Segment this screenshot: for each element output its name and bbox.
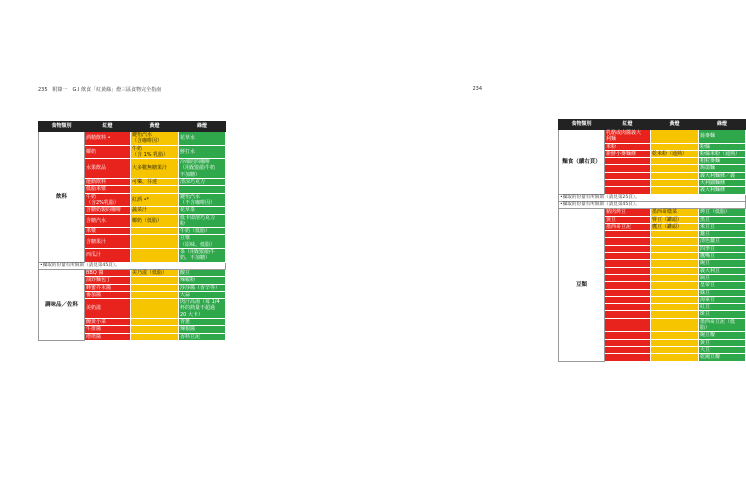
yellow-light-cell	[131, 235, 179, 249]
green-light-cell: 冷凍的四咖啡 （用配脂脂牛奶 不加糖）	[179, 159, 226, 179]
red-light-cell: 墨西哥豆泥	[605, 223, 651, 230]
yellow-light-cell	[651, 282, 699, 289]
yellow-light-cell	[651, 267, 699, 274]
table-row	[39, 269, 226, 276]
column-header-green: 綠燈	[179, 122, 226, 132]
green-light-cell: 清涼巧克力	[179, 179, 226, 186]
yellow-light-cell	[651, 158, 699, 165]
table-row	[39, 132, 226, 146]
yellow-light-cell	[651, 260, 699, 267]
portion-note: •攝取的份量有所限制（請見第25頁）。	[559, 194, 746, 201]
red-light-cell: 油炸麵包丁	[85, 277, 131, 284]
yellow-light-cell	[131, 326, 179, 333]
green-light-cell: 牛奶（低脂）	[179, 228, 226, 235]
yellow-light-cell	[651, 354, 699, 361]
red-light-cell	[605, 339, 651, 346]
red-light-cell: 椰奶	[85, 145, 131, 159]
green-light-cell: 海軍豆	[699, 296, 746, 303]
red-light-cell: 牛排醬	[85, 326, 131, 333]
note-row	[559, 194, 746, 201]
yellow-light-cell: 鷹豆（罐頭）	[651, 223, 699, 230]
red-light-cell: 新鮮小麥麵條	[605, 150, 651, 157]
green-light-cell: 粗粒麥麵	[699, 158, 746, 165]
green-light-cell: 皇帝豆	[699, 282, 746, 289]
left-page	[0, 0, 260, 500]
red-light-cell: 牛奶 （含2%乳脂）	[85, 193, 131, 207]
yellow-light-cell	[651, 253, 699, 260]
red-light-cell	[605, 165, 651, 172]
yellow-light-cell	[651, 346, 699, 353]
red-light-cell: 含糖果汁	[85, 235, 131, 249]
red-light-cell: 美奶滋	[85, 299, 131, 319]
red-light-cell	[605, 187, 651, 194]
table-row	[559, 209, 746, 216]
green-light-cell: 肉汁高湯（每 1/4 杯的熱量不超過 20 大卡）	[179, 299, 226, 319]
red-light-cell: 含糖汽水	[85, 214, 131, 228]
red-light-cell: 番茄醬	[85, 291, 131, 298]
yellow-light-cell: 墨西哥燉菜	[651, 209, 699, 216]
red-light-cell	[605, 253, 651, 260]
red-light-cell: 醃黃小菜	[85, 319, 131, 326]
green-light-cell: 米豆豆	[699, 223, 746, 230]
yellow-light-cell	[131, 299, 179, 319]
right-page-header: 234	[472, 86, 482, 92]
green-light-cell: 四季豆	[699, 245, 746, 252]
green-light-cell: 花草水	[179, 132, 226, 146]
green-light-cell: 蕎麥麵	[699, 130, 746, 144]
red-light-cell: 運動飲料	[85, 179, 131, 186]
yellow-light-cell	[651, 296, 699, 303]
red-light-cell: 米粉	[605, 143, 651, 150]
green-light-cell: 綠豆	[699, 289, 746, 296]
green-light-cell: 清色蠶豆	[699, 238, 746, 245]
red-light-cell	[605, 311, 651, 318]
green-light-cell: 豆漿 （原味、低脂）	[179, 235, 226, 249]
category-label: 調味品／佐料	[39, 269, 85, 340]
red-light-cell: 含糖奶製的咖啡	[85, 207, 131, 214]
red-light-cell	[605, 304, 651, 311]
yellow-light-cell	[651, 143, 699, 150]
column-header-category: 食物類別	[559, 120, 605, 130]
yellow-light-cell: 可樂、芬達	[131, 179, 179, 186]
green-light-cell: 酸豆	[179, 269, 226, 276]
green-light-cell: 鍵怡汽水 （不含咖啡因）	[179, 193, 226, 207]
note-row	[39, 262, 226, 269]
yellow-light-cell: 美乃滋（低脂）	[131, 269, 179, 276]
red-light-cell	[605, 346, 651, 353]
yellow-light-cell	[131, 249, 179, 263]
red-light-cell: 蜂蜜芥末醬	[85, 284, 131, 291]
red-light-cell: 水果飲品	[85, 159, 131, 179]
category-label: 麵食（續右頁）	[559, 130, 605, 195]
red-light-cell: 米漿	[85, 228, 131, 235]
green-light-cell: 義大利麵條	[699, 187, 746, 194]
yellow-light-cell	[131, 277, 179, 284]
right-food-table	[558, 119, 746, 362]
green-light-cell: 豌豆	[699, 260, 746, 267]
red-light-cell	[605, 172, 651, 179]
table-row	[559, 130, 746, 144]
red-light-cell	[605, 296, 651, 303]
green-light-cell: 大利細麵條	[699, 180, 746, 187]
green-light-cell: 義大利豆	[699, 267, 746, 274]
yellow-light-cell	[131, 333, 179, 340]
column-header-red: 紅燈	[605, 120, 651, 130]
green-light-cell: 鮮打水	[179, 145, 226, 159]
green-light-cell: 粉絲米粉（通熟）	[699, 150, 746, 157]
green-light-cell: 青蔥	[179, 319, 226, 326]
yellow-light-cell	[131, 228, 179, 235]
red-light-cell	[605, 354, 651, 361]
red-light-cell	[605, 267, 651, 274]
yellow-light-cell	[651, 172, 699, 179]
yellow-light-cell	[651, 332, 699, 339]
green-light-cell: 花草茶	[179, 207, 226, 214]
green-light-cell: 辣椒粉	[179, 277, 226, 284]
left-food-table	[38, 121, 226, 341]
column-header-yellow: 黃燈	[651, 120, 699, 130]
column-header-green: 綠燈	[699, 120, 746, 130]
yellow-light-cell: 腎豆（罐頭）	[651, 216, 699, 223]
yellow-light-cell: 紅酒 •*	[131, 193, 179, 207]
green-light-cell: 乾豌豆瓣	[699, 354, 746, 361]
red-light-cell	[605, 231, 651, 238]
right-page	[260, 0, 741, 500]
yellow-light-cell	[651, 180, 699, 187]
red-light-cell: 豬肉烤豆	[605, 209, 651, 216]
red-light-cell: 低脂米漿	[85, 186, 131, 193]
yellow-light-cell	[651, 238, 699, 245]
yellow-light-cell	[651, 187, 699, 194]
green-light-cell: 扁豆	[699, 274, 746, 281]
yellow-light-cell: 椰奶（低脂）	[131, 214, 179, 228]
green-light-cell: 茶（用配脂脂牛 奶、不加糖）	[179, 249, 226, 263]
red-light-cell	[605, 318, 651, 332]
red-light-cell	[605, 289, 651, 296]
red-light-cell	[605, 238, 651, 245]
red-light-cell: 黃豆	[605, 216, 651, 223]
yellow-light-cell	[651, 289, 699, 296]
yellow-light-cell	[131, 319, 179, 326]
yellow-light-cell	[651, 231, 699, 238]
yellow-light-cell	[131, 284, 179, 291]
yellow-light-cell	[131, 186, 179, 193]
green-light-cell: 低卡即溶巧克力 粉	[179, 214, 226, 228]
red-light-cell: 塔塔醬	[85, 333, 131, 340]
yellow-light-cell	[651, 318, 699, 332]
category-label: 豆類	[559, 209, 605, 361]
green-light-cell: 大豆	[699, 346, 746, 353]
column-header-yellow: 黃燈	[131, 122, 179, 132]
column-header-red: 紅燈	[85, 122, 131, 132]
red-light-cell: 西瓜汁	[85, 249, 131, 263]
category-label: 飲料	[39, 132, 85, 263]
portion-note: •攝取的份量有所限制（請見第45頁）。	[39, 262, 226, 269]
red-light-cell	[605, 274, 651, 281]
green-light-cell: 粉絲	[699, 143, 746, 150]
green-light-cell: 香料豆泥	[179, 333, 226, 340]
green-light-cell: 蒟蒻麵	[699, 165, 746, 172]
green-light-cell: 墨西哥豆泥（低 脂）	[699, 318, 746, 332]
green-light-cell: 烤豆（低脂）	[699, 209, 746, 216]
green-light-cell: 黃豆	[699, 339, 746, 346]
yellow-light-cell	[131, 291, 179, 298]
note-row	[559, 201, 746, 208]
portion-note: •攝取的份量有所限制（請見第45頁）。	[559, 201, 746, 208]
green-light-cell: 鷹嘴豆	[699, 253, 746, 260]
yellow-light-cell: 大多數無糖果汁	[131, 159, 179, 179]
green-light-cell: 義大利麵條／義	[699, 172, 746, 179]
green-light-cell	[179, 186, 226, 193]
yellow-light-cell	[651, 311, 699, 318]
yellow-light-cell: 鍵怡汽水 （含咖啡因）	[131, 132, 179, 146]
green-light-cell: 蠶豆	[699, 231, 746, 238]
red-light-cell	[605, 260, 651, 267]
green-light-cell: 莎莎醬（香辛等）	[179, 284, 226, 291]
red-light-cell	[605, 332, 651, 339]
yellow-light-cell	[651, 165, 699, 172]
red-light-cell	[605, 180, 651, 187]
column-header-category: 食物類別	[39, 122, 85, 132]
yellow-light-cell	[651, 130, 699, 144]
yellow-light-cell	[651, 245, 699, 252]
yellow-light-cell: 乾米粉（通熟）	[651, 150, 699, 157]
yellow-light-cell: 牛奶 （含 1% 乳脂）	[131, 145, 179, 159]
yellow-light-cell	[651, 274, 699, 281]
red-light-cell: 酒精飲料 •	[85, 132, 131, 146]
green-light-cell: 斑豆	[699, 311, 746, 318]
red-light-cell	[605, 158, 651, 165]
left-page-header: 235 附錄一 G.I 飲食「紅黃綠」燈三區食物完全指南	[38, 87, 162, 93]
red-light-cell	[605, 282, 651, 289]
table-header-row	[39, 122, 226, 132]
red-light-cell	[605, 245, 651, 252]
green-light-cell: 大蒜	[179, 291, 226, 298]
yellow-light-cell: 蔬菜汁	[131, 207, 179, 214]
red-light-cell: BBQ 醬	[85, 269, 131, 276]
green-light-cell: 紅豆	[699, 304, 746, 311]
green-light-cell: 辣根醬	[179, 326, 226, 333]
yellow-light-cell	[651, 304, 699, 311]
red-light-cell: 乳酪或肉醬義大 利麵	[605, 130, 651, 144]
green-light-cell: 豌豆瓣	[699, 332, 746, 339]
green-light-cell: 黑豆	[699, 216, 746, 223]
yellow-light-cell	[651, 339, 699, 346]
table-header-row	[559, 120, 746, 130]
